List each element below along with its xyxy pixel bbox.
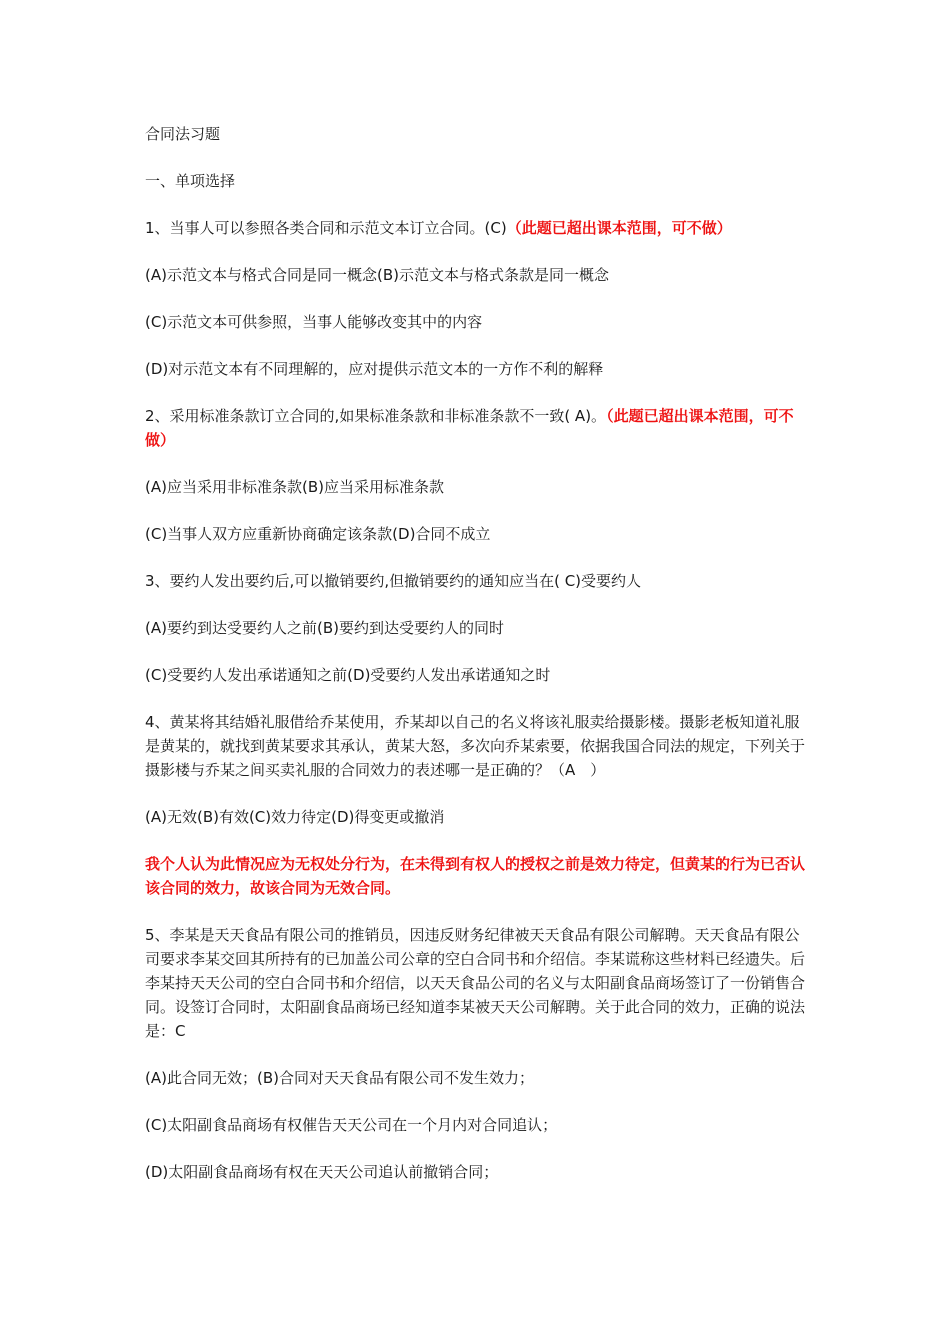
question-1	[145, 216, 813, 240]
question-1-option-ab: (A)示范文本与格式合同是同一概念(B)示范文本与格式条款是同一概念	[145, 266, 609, 284]
question-2	[145, 404, 813, 452]
question-1-option-c: (C)示范文本可供参照，当事人能够改变其中的内容	[145, 313, 483, 331]
question-5-option-ab: (A)此合同无效；(B)合同对天天食品有限公司不发生效力；	[145, 1069, 534, 1087]
question-5-option-d: (D)太阳副食品商场有权在天天公司追认前撤销合同；	[145, 1163, 499, 1181]
question-1-note: （此题已超出课本范围，可不做）	[506, 219, 732, 237]
question-2-option-cd: (C)当事人双方应重新协商确定该条款(D)合同不成立	[145, 525, 491, 543]
question-4-comment: 我个人认为此情况应为无权处分行为，在未得到有权人的授权之前是效力待定，但黄某的行为已否认该合同的效力，故该合同为无效合同。	[145, 855, 806, 897]
question-1-option-d: (D)对示范文本有不同理解的，应对提供示范文本的一方作不利的解释	[145, 360, 604, 378]
document-title: 合同法习题	[145, 125, 221, 143]
question-2-note: （此题已超出课本范围，可不做）	[145, 407, 794, 449]
question-5: 5、李某是天天食品有限公司的推销员，因违反财务纪律被天天食品有限公司解聘。天天食品有限公司要求李某交回其所持有的已加盖公司公章的空白合同书和介绍信。李某谎称这些材料已经遗失。后李某持天天公司的空白合同书和介绍信，以天天食品公司的名义与太阳副食品商场签订了一份销售合同。设签订合同时，太阳副食品商场已经知道李某被天天公司解聘。关于此合同的效力，正确的说法是：C	[145, 926, 806, 1040]
document-body	[145, 122, 813, 1207]
question-4: 4、黄某将其结婚礼服借给乔某使用，乔某却以自己的名义将该礼服卖给摄影楼。摄影老板知道礼服是黄某的，就找到黄某要求其承认，黄某大怒，多次向乔某索要，依据我国合同法的规定，下列关于摄影楼与乔某之间买卖礼服的合同效力的表述哪一是正确的？（A ）	[145, 713, 806, 779]
question-3: 3、要约人发出要约后,可以撤销要约,但撤销要约的通知应当在( C)受要约人	[145, 572, 642, 590]
question-3-option-cd: (C)受要约人发出承诺通知之前(D)受要约人发出承诺通知之时	[145, 666, 551, 684]
question-2-text: 2、采用标准条款订立合同的,如果标准条款和非标准条款不一致( A)。	[145, 407, 607, 425]
question-1-text: 1、当事人可以参照各类合同和示范文本订立合同。(C)	[145, 219, 507, 237]
question-5-option-c: (C)太阳副食品商场有权催告天天公司在一个月内对合同追认；	[145, 1116, 558, 1134]
question-4-options: (A)无效(B)有效(C)效力待定(D)得变更或撤消	[145, 808, 445, 826]
question-3-option-ab: (A)要约到达受要约人之前(B)要约到达受要约人的同时	[145, 619, 504, 637]
section-heading: 一、单项选择	[145, 172, 236, 190]
question-2-option-ab: (A)应当采用非标准条款(B)应当采用标准条款	[145, 478, 444, 496]
